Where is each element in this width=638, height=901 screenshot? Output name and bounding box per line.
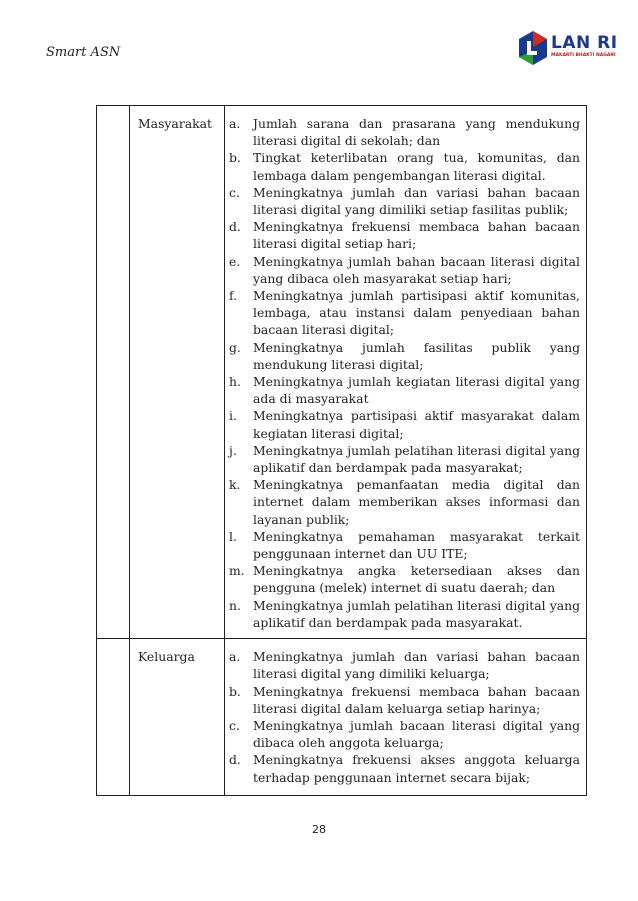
- logo-subtext: MAKARTI BHAKTI NAGARI: [551, 53, 616, 58]
- item-letter: m.: [229, 563, 245, 579]
- item-text: Meningkatnya jumlah pelatihan literasi digital yang aplikatif dan berdampak pada masyarakat;: [253, 442, 580, 476]
- item-letter: d.: [229, 752, 241, 768]
- list-item: [229, 648, 580, 682]
- list-item: [229, 115, 580, 149]
- list-item: [229, 149, 580, 183]
- items-cell: [225, 106, 587, 639]
- header-title: Smart ASN: [46, 45, 121, 60]
- item-letter: j.: [229, 442, 237, 458]
- item-letter: a.: [229, 649, 241, 665]
- item-text: Meningkatnya pemahaman masyarakat terkait penggunaan internet dan UU ITE;: [253, 528, 580, 562]
- logo-text: LAN RI: [551, 33, 618, 53]
- item-text: Meningkatnya jumlah partisipasi aktif komunitas, lembaga, atau instansi dalam penyediaan bahan bacaan literasi digital;: [253, 288, 580, 338]
- item-text: Meningkatnya jumlah dan variasi bahan bacaan literasi digital yang dimiliki setiap fasilitas publik;: [253, 184, 580, 218]
- item-letter: i.: [229, 408, 237, 424]
- item-text: Meningkatnya jumlah pelatihan literasi digital yang aplikatif dan berdampak pada masyarakat.: [253, 597, 580, 630]
- list-item: [229, 683, 580, 717]
- item-letter: c.: [229, 717, 240, 733]
- blank-cell: [97, 106, 130, 639]
- list-item: [229, 717, 580, 751]
- item-letter: d.: [229, 219, 241, 235]
- item-text: Meningkatnya frekuensi akses anggota keluarga terhadap penggunaan internet secara bijak;: [253, 752, 580, 785]
- list-item: [229, 442, 580, 476]
- item-text: Meningkatnya jumlah dan variasi bahan bacaan literasi digital yang dimiliki keluarga;: [253, 649, 580, 682]
- list-item: [229, 287, 580, 339]
- item-text: Meningkatnya pemanfaatan media digital dan internet dalam memberikan akses informasi dan layanan publik;: [253, 477, 580, 527]
- item-text: Meningkatnya frekuensi membaca bahan bacaan literasi digital dalam keluarga setiap harinya;: [253, 683, 580, 716]
- items-cell: [225, 639, 587, 796]
- indicator-table: [96, 105, 587, 796]
- item-text: Meningkatnya frekuensi membaca bahan bacaan literasi digital setiap hari;: [253, 219, 580, 252]
- item-text: Meningkatnya angka ketersediaan akses dan pengguna (melek) internet di suatu daerah; dan: [253, 563, 580, 596]
- item-text: Tingkat keterlibatan orang tua, komunitas, dan lembaga dalam pengembangan literasi digital.: [253, 150, 580, 183]
- item-text: Meningkatnya jumlah kegiatan literasi digital yang ada di masyarakat: [253, 374, 580, 407]
- list-item: [229, 407, 580, 441]
- category-cell: Keluarga: [130, 639, 225, 796]
- item-letter: g.: [229, 339, 241, 355]
- list-item: [229, 373, 580, 407]
- item-text: Meningkatnya jumlah bahan bacaan literasi digital yang dibaca oleh masyarakat setiap hari;: [253, 253, 580, 286]
- list-item: [229, 476, 580, 528]
- item-letter: k.: [229, 477, 241, 493]
- page-number: 28: [312, 823, 326, 836]
- item-text: Meningkatnya partisipasi aktif masyarakat dalam kegiatan literasi digital;: [253, 408, 580, 441]
- table-row: [97, 106, 587, 639]
- item-letter: c.: [229, 184, 240, 200]
- lan-ri-emblem-icon: [517, 29, 549, 67]
- blank-cell: [97, 639, 130, 796]
- item-text: Meningkatnya jumlah bacaan literasi digital yang dibaca oleh anggota keluarga;: [253, 717, 580, 751]
- item-letter: l.: [229, 528, 237, 544]
- item-letter: b.: [229, 150, 241, 166]
- item-letter: f.: [229, 288, 238, 304]
- lan-ri-logo: [517, 29, 618, 67]
- item-letter: b.: [229, 683, 241, 699]
- list-item: [229, 597, 580, 631]
- list-item: [229, 528, 580, 562]
- item-letter: a.: [229, 116, 241, 131]
- table-row: [97, 639, 587, 796]
- list-item: [229, 184, 580, 218]
- item-text: Jumlah sarana dan prasarana yang mendukung literasi digital di sekolah; dan: [253, 116, 580, 149]
- item-text: Meningkatnya jumlah fasilitas publik yang mendukung literasi digital;: [253, 339, 580, 372]
- list-item: [229, 339, 580, 373]
- list-item: [229, 751, 580, 785]
- list-item: [229, 218, 580, 252]
- category-cell: Masyarakat: [130, 106, 225, 639]
- item-letter: e.: [229, 253, 241, 269]
- item-letter: h.: [229, 374, 241, 390]
- list-item: [229, 253, 580, 287]
- item-letter: n.: [229, 597, 241, 613]
- list-item: [229, 562, 580, 596]
